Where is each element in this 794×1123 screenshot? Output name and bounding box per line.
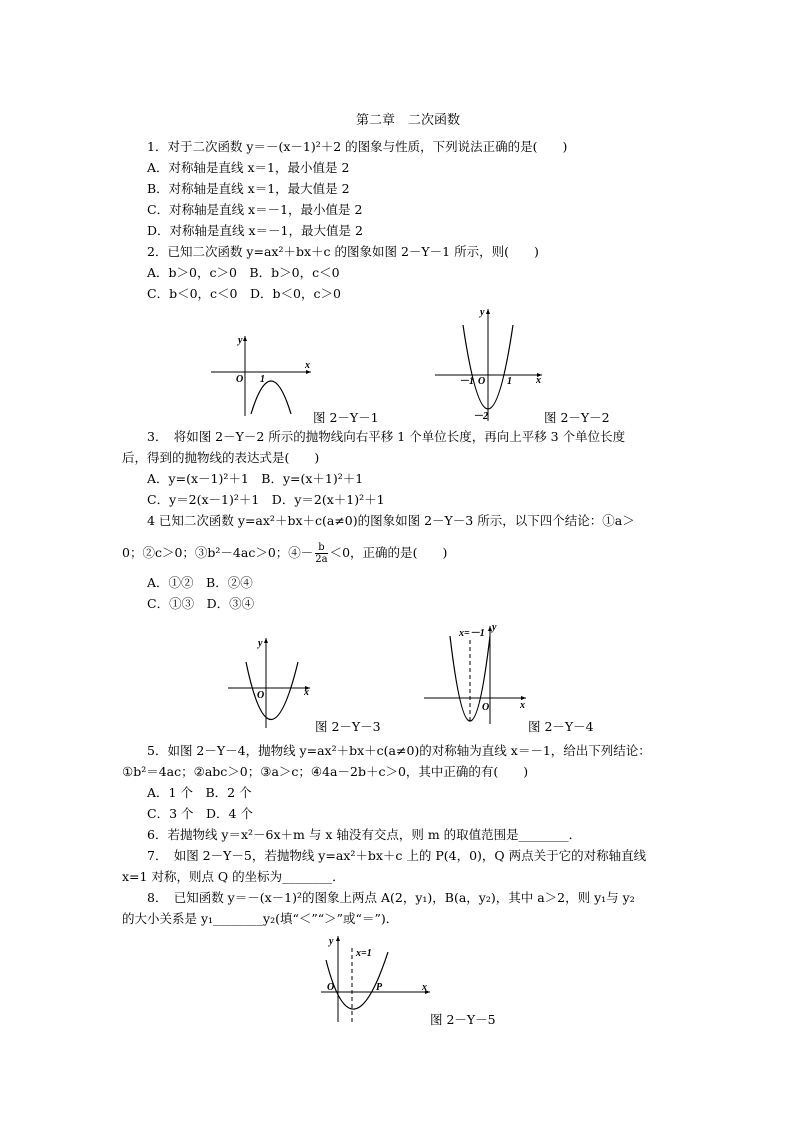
q7-stem-1: 7． 如图 2－Y－5，若抛物线 y=ax²＋bx＋c 上的 P(4，0)，Q 两点关于它的对称轴直线: [147, 848, 647, 863]
q1-stem: 1．对于二次函数 y＝－(x－1)²＋2 的图象与性质，下列说法正确的是( ): [147, 139, 568, 154]
q4-stem-1: 4 已知二次函数 y=ax²＋bx＋c(a≠0)的图象如图 2－Y－3 所示，以下四个结论：①a＞: [147, 513, 635, 528]
y-label: y: [329, 936, 334, 947]
y-axis-arrow: [486, 309, 490, 314]
q2-stem: 2．已知二次函数 y=ax²＋bx＋c 的图象如图 2－Y－1 所示，则( ): [147, 244, 539, 259]
figure-2-y-2: [430, 303, 550, 425]
q6-stem: 6．若抛物线 y＝x²－6x＋m 与 x 轴没有交点，则 m 的取值范围是________．: [147, 827, 582, 842]
parabola: [251, 381, 291, 414]
figure-caption-2-y-4: 图 2－Y－4: [528, 719, 594, 734]
tick-label-neg2: －2: [473, 411, 488, 422]
q5-options-ab: A．1 个 B．2 个: [147, 785, 252, 800]
y-axis-arrow: [243, 336, 247, 341]
figure-caption-2-y-2: 图 2－Y－2: [544, 410, 610, 425]
y-label: y: [258, 638, 263, 649]
q1-option-d: D．对称轴是直线 x＝－1，最大值是 2: [147, 223, 363, 238]
figure-2-y-1: [205, 330, 320, 420]
page-title: 第二章 二次函数: [356, 113, 461, 128]
q3-stem-1: 3． 将如图 2－Y－2 所示的抛物线向右平移 1 个单位长度，再向上平移 3 个单位长度: [147, 429, 626, 444]
q8-stem-2: 的大小关系是 y₁________y₂(填“＜”“＞”或“＝”)．: [122, 911, 399, 926]
symmetry-axis-label: x=－1: [459, 628, 485, 639]
q2-options-ab: A．b＞0，c＞0 B．b＞0，c＜0: [147, 265, 340, 280]
y-label: y: [492, 622, 497, 633]
x-label: x: [422, 982, 427, 993]
q5-options-cd: C．3 个 D．4 个: [147, 806, 253, 821]
x-label: x: [305, 360, 310, 371]
origin-label: O: [478, 376, 486, 387]
parabola: [246, 662, 298, 720]
origin-label: O: [236, 374, 244, 385]
q4-stem-2: [122, 542, 447, 565]
q4-options-ab: A．①② B．②④: [147, 575, 253, 590]
parabola: [326, 952, 388, 1009]
tick-label-1: 1: [507, 376, 512, 387]
q4-fraction: [315, 542, 327, 565]
origin-label: O: [257, 690, 265, 701]
q4-conditions: 0；②c＞0；③b²－4ac＞0；④－: [122, 545, 314, 560]
q1-option-c: C．对称轴是直线 x＝－1，最小值是 2: [147, 202, 363, 217]
figure-caption-2-y-3: 图 2－Y－3: [315, 719, 381, 734]
q5-conclusions: ①b²＝4ac；②abc＞0；③a＞c；④4a－2b＋c＞0，其中正确的有( ): [122, 764, 529, 779]
q7-stem-2: x=1 对称，则点 Q 的坐标为________．: [122, 869, 345, 884]
q8-stem-1: 8． 已知函数 y＝－(x－1)²的图象上两点 A(2，y₁)，B(a，y₂)，其中 a＞2，则 y₁与 y₂: [147, 890, 635, 905]
figure-caption-2-y-1: 图 2－Y－1: [313, 410, 379, 425]
q4-question: ＜0，正确的是( ): [329, 545, 448, 560]
x-label: x: [520, 700, 525, 711]
tick-label-neg1: －1: [459, 376, 474, 387]
q4-options-cd: C．①③ D．③④: [147, 596, 255, 611]
y-axis-arrow: [336, 936, 340, 941]
y-label: y: [480, 307, 485, 318]
q1-option-a: A．对称轴是直线 x＝1，最小值是 2: [147, 160, 350, 175]
figure-2-y-4: [420, 620, 535, 726]
figure-2-y-5: [316, 930, 436, 1025]
x-label: x: [536, 375, 541, 386]
figure-2-y-3: [222, 632, 322, 732]
q3-stem-2: 后，得到的抛物线的表达式是( ): [122, 450, 320, 465]
figure-caption-2-y-5: 图 2－Y－5: [430, 1012, 496, 1027]
origin-label: O: [327, 982, 335, 993]
fraction-numerator: b: [315, 542, 327, 554]
fraction-denominator: 2a: [315, 554, 328, 565]
q3-options-cd: C．y＝2(x－1)²＋1 D．y＝2(x＋1)²＋1: [147, 492, 385, 507]
origin-label: O: [482, 702, 490, 713]
x-label: x: [304, 687, 309, 698]
tick-label-1: 1: [260, 374, 265, 385]
symmetry-axis-label: x=1: [356, 948, 372, 959]
y-label: y: [238, 335, 243, 346]
q5-stem: 5．如图 2－Y－4，抛物线 y=ax²＋bx＋c(a≠0)的对称轴为直线 x＝－1，给出下列结论：: [147, 743, 651, 758]
q3-options-ab: A．y=(x－1)²＋1 B．y=(x＋1)²＋1: [147, 471, 364, 486]
q1-option-b: B．对称轴是直线 x＝1，最大值是 2: [147, 181, 350, 196]
q2-options-cd: C．b＜0，c＜0 D．b＜0，c＞0: [147, 286, 341, 301]
y-axis-arrow: [264, 638, 268, 643]
point-p-label: P: [376, 982, 383, 993]
